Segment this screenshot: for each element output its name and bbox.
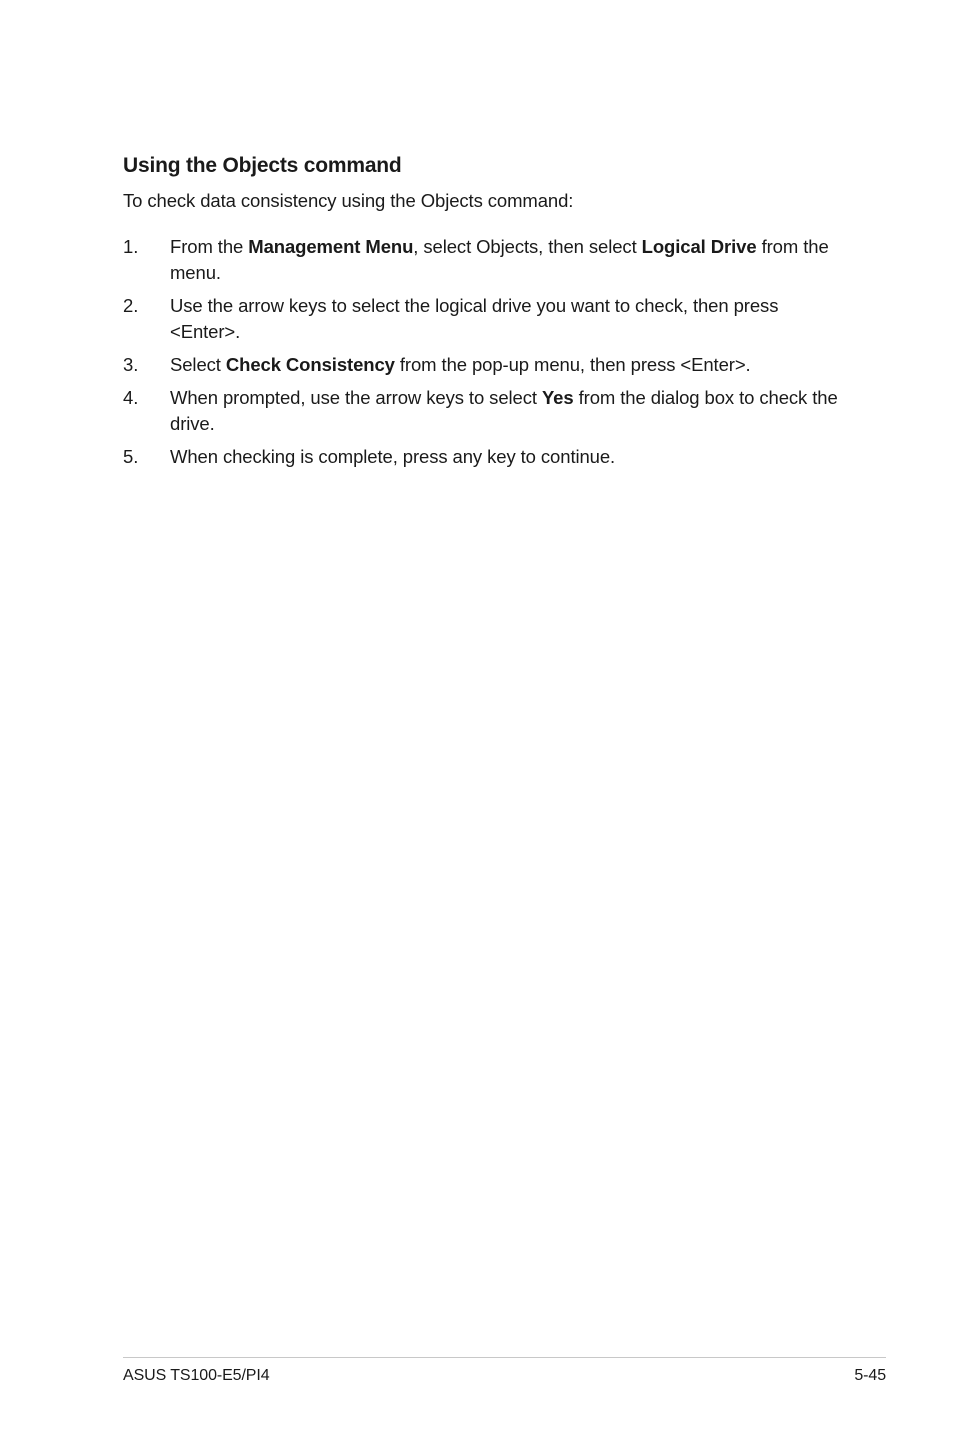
list-item xyxy=(123,444,843,470)
section-heading: Using the Objects command xyxy=(123,154,402,177)
step-number: 1. xyxy=(123,236,139,257)
step-text xyxy=(170,387,838,434)
step-text xyxy=(170,236,829,283)
step-text-part: Select xyxy=(170,354,226,375)
step-text-bold: Management Menu xyxy=(248,236,414,257)
footer-product-name: ASUS TS100-E5/PI4 xyxy=(123,1367,270,1384)
footer-divider xyxy=(123,1357,886,1358)
footer-page-number: 5-45 xyxy=(854,1367,886,1384)
list-item xyxy=(123,385,843,437)
step-text-part: from the dialog box to check the drive. xyxy=(170,387,838,434)
step-text-part: When prompted, use the arrow keys to select xyxy=(170,387,542,408)
step-number: 3. xyxy=(123,354,139,375)
step-text-bold: Check Consistency xyxy=(225,354,395,375)
step-number: 2. xyxy=(123,295,139,316)
step-text-bold: Yes xyxy=(541,387,574,408)
step-text-part: from the pop-up menu, then press <Enter>. xyxy=(394,354,751,375)
intro-text: To check data consistency using the Objects command: xyxy=(123,190,574,211)
step-text-part: from the menu. xyxy=(170,236,829,283)
list-item xyxy=(123,352,843,378)
list-item xyxy=(123,234,843,286)
step-text-part: From the xyxy=(170,236,249,257)
list-item xyxy=(123,293,843,345)
step-text-part: , select Objects, then select xyxy=(413,236,642,257)
step-text: When checking is complete, press any key to continue. xyxy=(170,446,616,467)
step-number: 4. xyxy=(123,387,139,408)
step-text-bold: Logical Drive xyxy=(641,236,757,257)
steps-list xyxy=(123,234,843,477)
step-text: Use the arrow keys to select the logical drive you want to check, then press <Enter>. xyxy=(170,295,779,342)
step-text xyxy=(170,354,751,375)
step-number: 5. xyxy=(123,446,139,467)
